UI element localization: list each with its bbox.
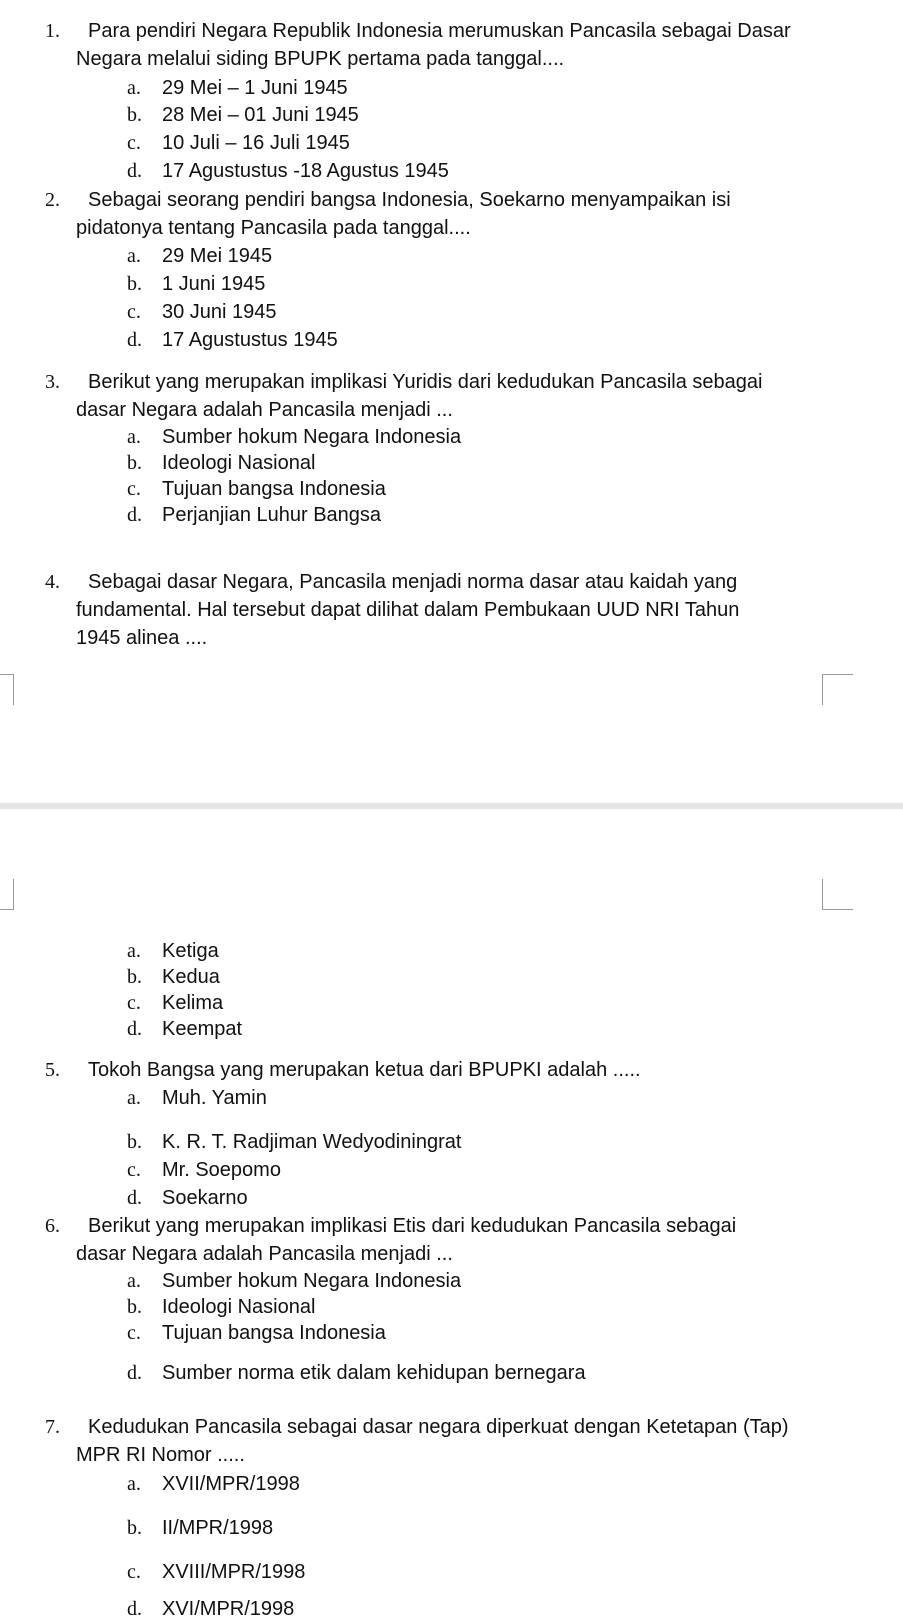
option-letter: c.	[127, 1561, 141, 1583]
question-text-line: 1945 alinea ....	[76, 627, 208, 649]
option-text: Ideologi Nasional	[162, 1296, 316, 1318]
option-letter: c.	[127, 132, 141, 154]
question-text-line: dasar Negara adalah Pancasila menjadi ...	[76, 1243, 453, 1265]
crop-mark	[822, 674, 853, 705]
option-letter: c.	[127, 301, 141, 323]
option-letter: d.	[127, 1018, 142, 1040]
option-text: 29 Mei – 1 Juni 1945	[162, 77, 348, 99]
option-text: Mr. Soepomo	[162, 1159, 281, 1181]
option-letter: d.	[127, 1187, 142, 1209]
option-letter: a.	[127, 245, 141, 267]
question-text-line: Berikut yang merupakan implikasi Yuridis dari kedudukan Pancasila sebagai	[88, 371, 763, 393]
option-text: 29 Mei 1945	[162, 245, 273, 267]
option-letter: b.	[127, 1296, 142, 1318]
question-text-line: Negara melalui siding BPUPK pertama pada tanggal....	[76, 48, 565, 70]
option-text: Kelima	[162, 992, 224, 1014]
option-letter: b.	[127, 966, 142, 988]
option-letter: c.	[127, 478, 141, 500]
option-letter: b.	[127, 452, 142, 474]
option-text: Ketiga	[162, 940, 219, 962]
option-text: Keempat	[162, 1018, 243, 1040]
option-letter: c.	[127, 1159, 141, 1181]
option-text: 1 Juni 1945	[162, 273, 266, 295]
option-text: Sumber norma etik dalam kehidupan bernegara	[162, 1362, 586, 1384]
option-letter: a.	[127, 940, 141, 962]
option-letter: d.	[127, 1598, 142, 1620]
crop-mark	[0, 674, 14, 705]
crop-mark	[822, 879, 853, 910]
option-text: II/MPR/1998	[162, 1517, 274, 1539]
option-text: Kedua	[162, 966, 220, 988]
question-text-line: fundamental. Hal tersebut dapat dilihat dalam Pembukaan UUD NRI Tahun	[76, 599, 740, 621]
option-letter: a.	[127, 1473, 141, 1495]
option-text: 28 Mei – 01 Juni 1945	[162, 104, 359, 126]
option-letter: b.	[127, 1131, 142, 1153]
question-number: 6.	[45, 1215, 60, 1237]
option-text: Ideologi Nasional	[162, 452, 316, 474]
question-number: 4.	[45, 571, 60, 593]
option-text: 17 Agustustus -18 Agustus 1945	[162, 160, 449, 182]
option-letter: a.	[127, 1087, 141, 1109]
option-text: XVII/MPR/1998	[162, 1473, 300, 1495]
option-text: 30 Juni 1945	[162, 301, 277, 323]
option-letter: d.	[127, 329, 142, 351]
option-letter: d.	[127, 504, 142, 526]
question-number: 7.	[45, 1416, 60, 1438]
option-letter: d.	[127, 1362, 142, 1384]
option-text: XVIII/MPR/1998	[162, 1561, 306, 1583]
question-text-line: Berikut yang merupakan implikasi Etis dari kedudukan Pancasila sebagai	[88, 1215, 737, 1237]
page-break	[0, 803, 903, 809]
option-letter: c.	[127, 992, 141, 1014]
question-number: 5.	[45, 1059, 60, 1081]
option-letter: a.	[127, 1270, 141, 1292]
option-text: Muh. Yamin	[162, 1087, 267, 1109]
question-text-line: Sebagai dasar Negara, Pancasila menjadi norma dasar atau kaidah yang	[88, 571, 738, 593]
question-text-line: dasar Negara adalah Pancasila menjadi ...	[76, 399, 453, 421]
option-letter: b.	[127, 104, 142, 126]
option-letter: d.	[127, 160, 142, 182]
option-text: Perjanjian Luhur Bangsa	[162, 504, 382, 526]
option-text: Sumber hokum Negara Indonesia	[162, 1270, 462, 1292]
option-letter: b.	[127, 1517, 142, 1539]
question-text-line: Sebagai seorang pendiri bangsa Indonesia, Soekarno menyampaikan isi	[88, 189, 731, 211]
option-letter: a.	[127, 77, 141, 99]
option-text: XVI/MPR/1998	[162, 1598, 295, 1620]
option-text: K. R. T. Radjiman Wedyodiningrat	[162, 1131, 462, 1153]
option-text: Tujuan bangsa Indonesia	[162, 1322, 386, 1344]
question-number: 2.	[45, 189, 60, 211]
option-letter: b.	[127, 273, 142, 295]
question-text-line: Para pendiri Negara Republik Indonesia merumuskan Pancasila sebagai Dasar	[88, 20, 791, 42]
question-text-line: Tokoh Bangsa yang merupakan ketua dari BPUPKI adalah .....	[88, 1059, 641, 1081]
option-text: 10 Juli – 16 Juli 1945	[162, 132, 350, 154]
question-number: 1.	[45, 20, 60, 42]
question-text-line: pidatonya tentang Pancasila pada tanggal....	[76, 217, 471, 239]
option-text: Sumber hokum Negara Indonesia	[162, 426, 462, 448]
option-text: 17 Agustustus 1945	[162, 329, 338, 351]
option-letter: a.	[127, 426, 141, 448]
question-number: 3.	[45, 371, 60, 393]
crop-mark	[0, 879, 14, 910]
question-text-line: MPR RI Nomor .....	[76, 1444, 245, 1466]
option-text: Tujuan bangsa Indonesia	[162, 478, 386, 500]
option-letter: c.	[127, 1322, 141, 1344]
question-text-line: Kedudukan Pancasila sebagai dasar negara diperkuat dengan Ketetapan (Tap)	[88, 1416, 789, 1438]
option-text: Soekarno	[162, 1187, 248, 1209]
